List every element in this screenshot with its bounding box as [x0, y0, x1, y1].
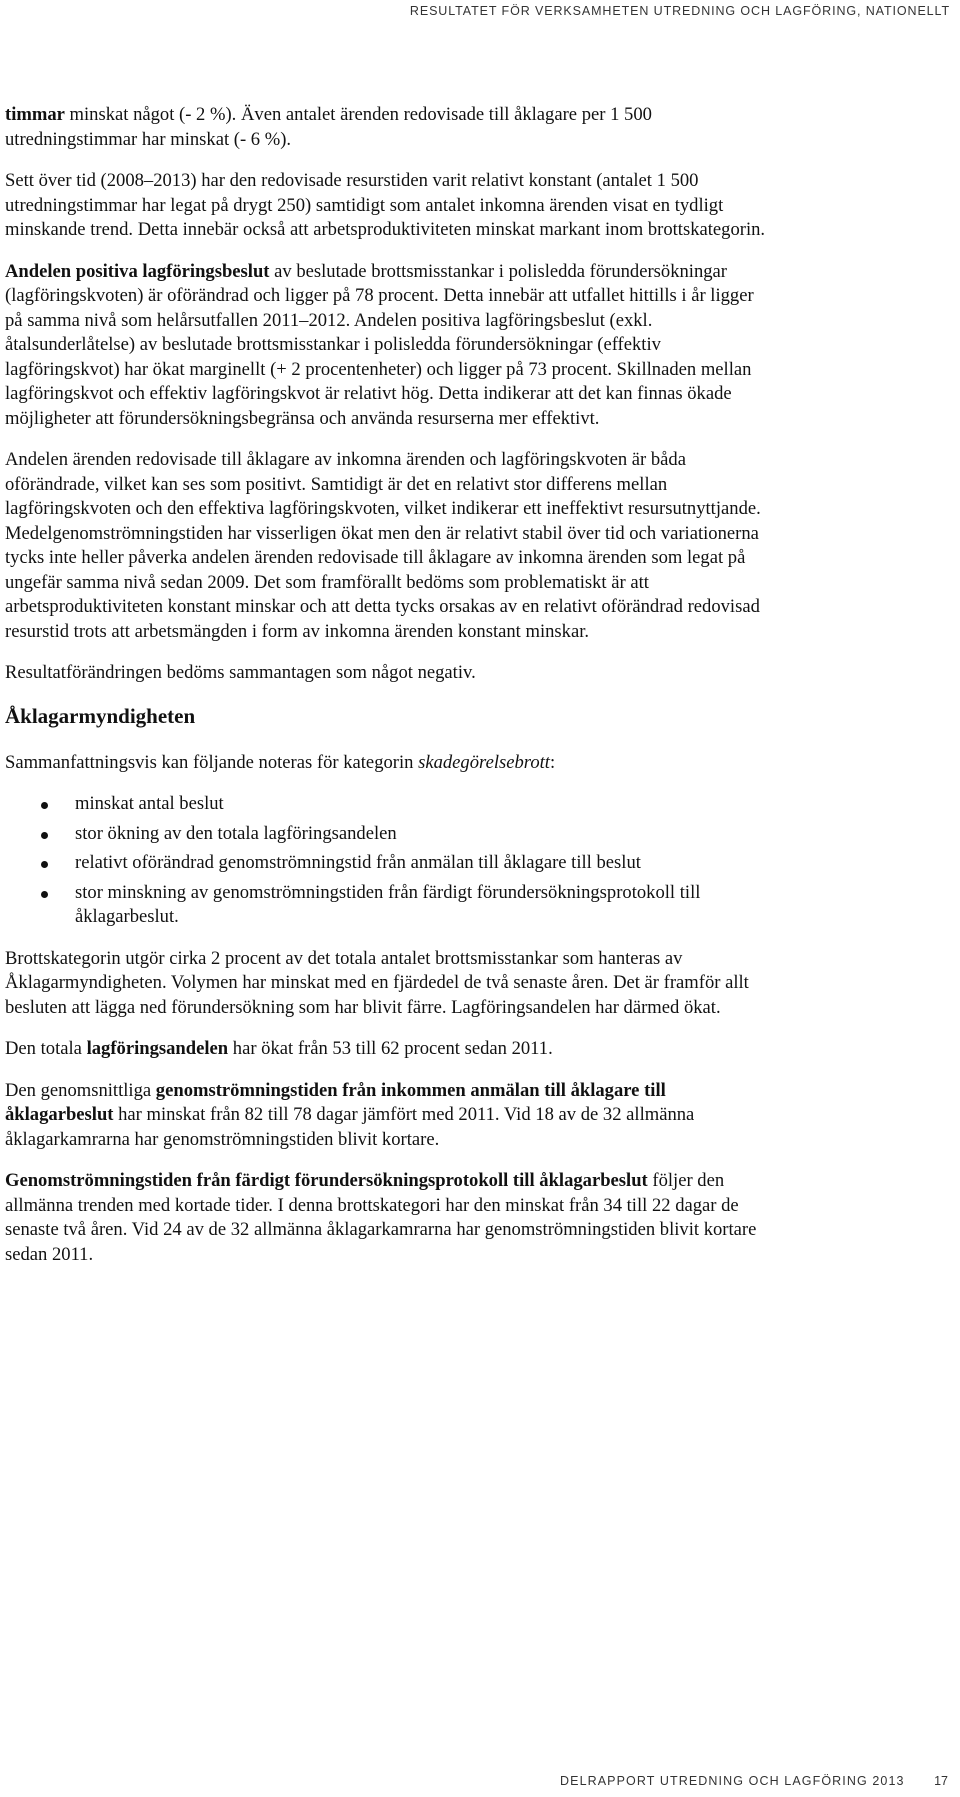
paragraph-brottskategori — [5, 947, 775, 1021]
paragraph-bold-lead: Andelen positiva lagföringsbeslut — [5, 260, 270, 282]
section-heading-aklagarmyndigheten: Åklagarmyndigheten — [5, 703, 196, 728]
paragraph-text: Sammanfattningsvis kan följande noteras för kategorin — [5, 751, 419, 773]
paragraph-bedomning — [5, 448, 775, 644]
paragraph-bold-lead: timmar — [5, 104, 65, 125]
document-body — [5, 103, 775, 1284]
paragraph-text: Andelen ärenden redovisade till åklagare av inkomna ärenden och lagföringskvoten är båda oförändrade, vilket kan ses som positivt. Samtidigt är det en relativt stor differens mellan lagföringskvoten och den effektiva lagföringskvoten, vilket indikerar ett ineffektivt resursutnyttjande. Medelgenomströmningstiden har visserligen ökat men den är relativt stabil över tid och variationerna tycks inte heller påverka andelen ärenden redovisade till åklagare av inkomna ärenden som legat på ungefär samma nivå sedan 2009. Det som framförallt bedöms som problematiskt är att arbetsproduktiviteten konstant minskar och att detta tycks orsakas av en relativt oförändrad redovisad resurstid trots att arbetsmängden i form av inkomna ärenden konstant minskar. — [5, 449, 761, 642]
paragraph-bold-lead: Genomströmningstiden från färdigt förundersökningsprotokoll till åklagarbeslut — [5, 1170, 648, 1191]
paragraph-text: : — [549, 751, 556, 773]
paragraph-text: Den genomsnittliga — [5, 1079, 156, 1101]
list-item-text: relativt oförändrad genomströmningstid från anmälan till åklagare till beslut — [75, 852, 641, 873]
list-item-text: stor minskning av genomströmningstiden från färdigt förundersökningsprotokoll till åklagarbeslut. — [75, 881, 701, 927]
paragraph-lagforingsbeslut — [5, 260, 775, 432]
paragraph-text: har minskat från 82 till 78 dagar jämfört med 2011. Vid 18 av de 32 allmänna åklagarkamrarna har genomströmningstiden blivit kortare. — [5, 1104, 695, 1150]
bullet-icon — [41, 832, 48, 839]
paragraph-over-tid — [5, 169, 775, 243]
page-number: 17 — [934, 1774, 948, 1788]
paragraph-bold: genomströmningstiden från inkommen anmälan till åklagare till åklagarbeslut — [5, 1079, 666, 1125]
bullet-icon — [41, 802, 48, 809]
running-header: RESULTATET FÖR VERKSAMHETEN UTREDNING OCH LAGFÖRING, NATIONELLT — [409, 4, 950, 18]
paragraph-text: Sett över tid (2008–2013) har den redovisade resurstiden varit relativt konstant (antalet 1 500 utredningstimmar har legat på drygt 250) samtidigt som antalet inkomna ärenden visat en tydligt minskande trend. Detta innebär också att arbetsproduktiviteten minskat markant inom brottskategorin. — [5, 170, 766, 240]
bullet-icon — [41, 891, 48, 898]
paragraph-text: av beslutade brottsmisstankar i polisledda förundersökningar (lagföringskvoten) är oförändrad och ligger på 78 procent. Detta innebär att utfallet hittills i år ligger på samma nivå som helårsutfallen 2011–2012. Andelen positiva lagföringsbeslut (exkl. åtalsunderlåtelse) av beslutade brottsmisstankar i polisledda förundersökningar (effektiv lagföringskvot) har ökat marginellt (+ 2 procentenheter) och ligger på 73 procent. Skillnaden mellan lagföringskvot och effektiv lagföringskvot är relativt hög. Detta indikerar att det kan finnas ökade möjligheter att förundersökningsbegränsa och använda resurserna mer effektivt. — [5, 260, 754, 429]
paragraph-bold: lagföringsandelen — [86, 1038, 229, 1059]
paragraph-text: Resultatförändringen bedöms sammantagen som något negativ. — [5, 662, 476, 683]
list-item-text: stor ökning av den totala lagföringsandelen — [75, 822, 397, 844]
bullet-icon — [41, 861, 48, 868]
paragraph-text: följer den allmänna trenden med kortade tider. I denna brottskategori har den minskat från 34 till 22 dagar de senaste två åren. Vid 24 av de 32 allmänna åklagarkamrarna har genomströmningstiden blivit kortare sedan 2011. — [5, 1170, 757, 1265]
list-item-text: minskat antal beslut — [75, 793, 224, 814]
paragraph-sammanfattning — [5, 751, 775, 776]
paragraph-text: Den totala — [5, 1038, 87, 1059]
paragraph-forundersokningsprotokoll — [5, 1169, 775, 1267]
paragraph-lagforingsandel — [5, 1037, 775, 1062]
list-item — [5, 822, 775, 847]
paragraph-text: har ökat från 53 till 62 procent sedan 2011. — [228, 1038, 553, 1059]
list-item — [5, 792, 775, 817]
list-item — [5, 881, 775, 930]
paragraph-italic: skadegörelsebrott — [418, 751, 550, 773]
paragraph-text: Brottskategorin utgör cirka 2 procent av det totala antalet brottsmisstankar som hanteras av Åklagarmyndigheten. Volymen har minskat med en fjärdedel de två senaste åren. Det är framför allt besluten att lägga ned förundersökning som har blivit färre. Lagföringsandelen har därmed ökat. — [5, 947, 749, 1018]
paragraph-text: minskat något (- 2 %). Även antalet ärenden redovisade till åklagare per 1 500 utredningstimmar har minskat (- 6 %). — [5, 104, 652, 150]
paragraph-resultatforandring — [5, 661, 775, 686]
list-item — [5, 851, 775, 876]
footer-title: DELRAPPORT UTREDNING OCH LAGFÖRING 2013 — [560, 1774, 905, 1788]
paragraph-arbetsproduktivitet — [5, 103, 775, 152]
summary-bullet-list — [5, 792, 775, 930]
paragraph-genomstromningstid — [5, 1079, 775, 1153]
